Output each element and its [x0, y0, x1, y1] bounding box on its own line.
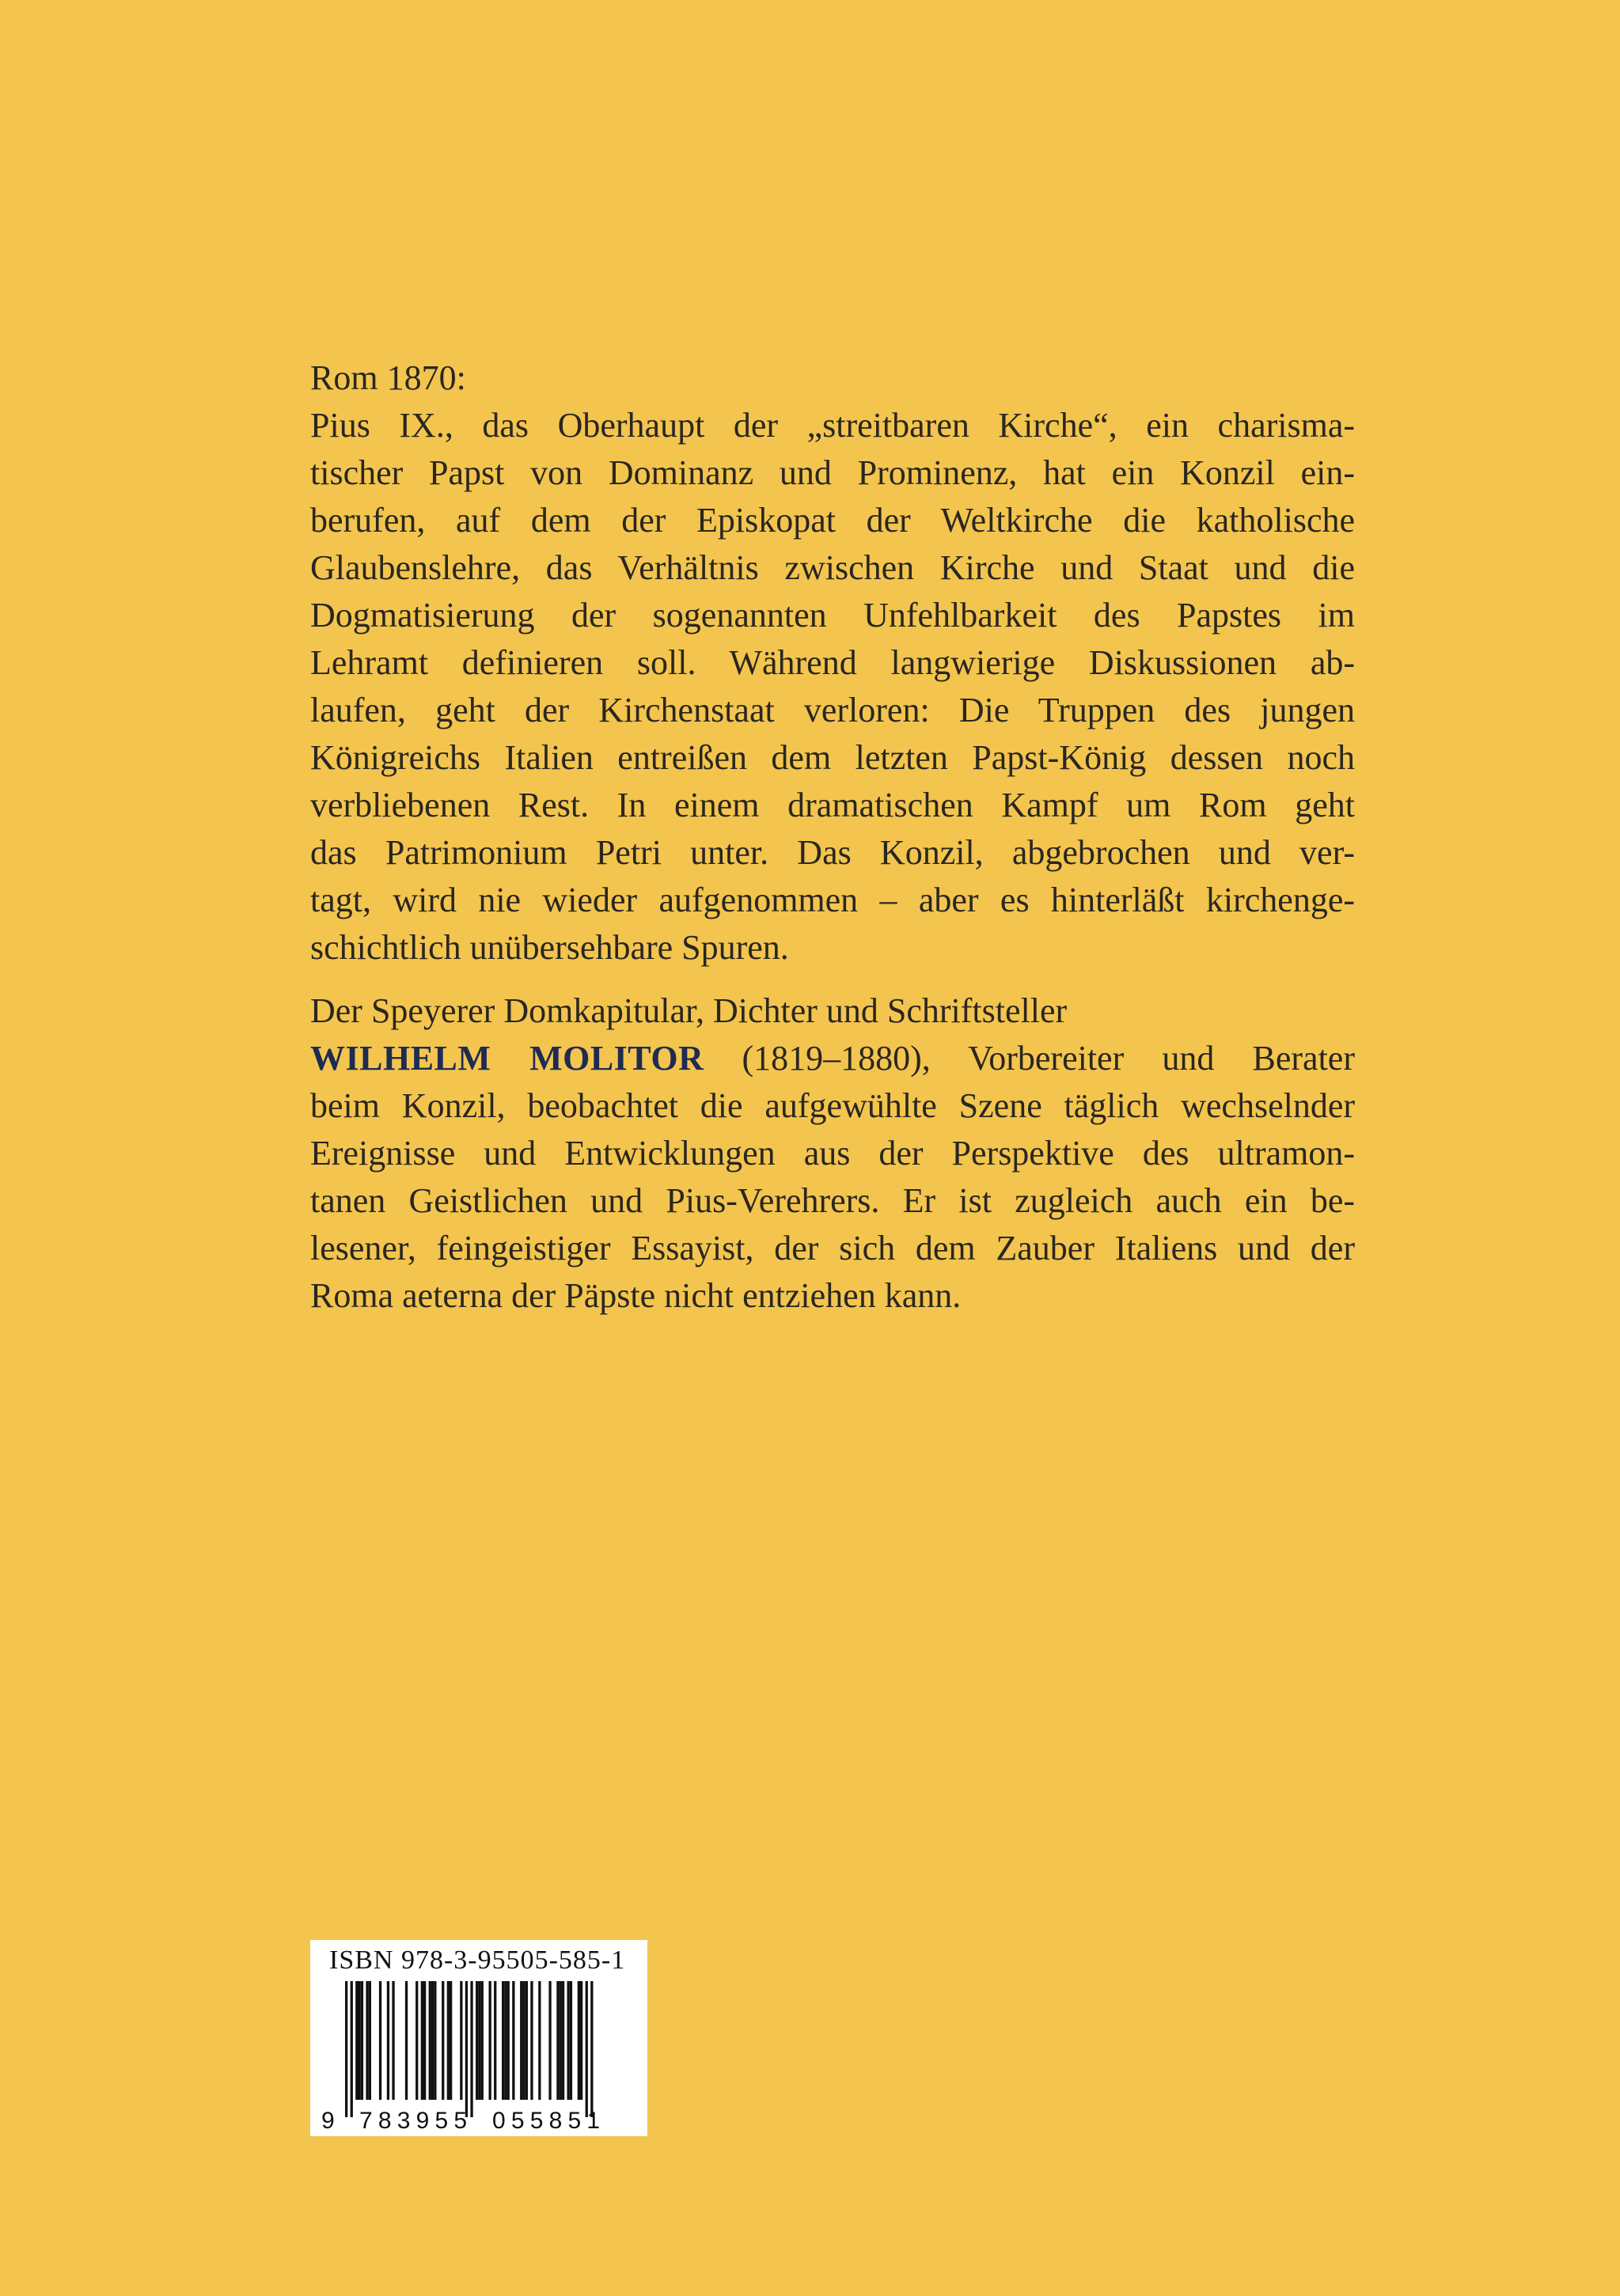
barcode-bar — [512, 1981, 514, 2100]
barcode-bar — [538, 1981, 541, 2100]
barcode-lead-digit: 9 — [321, 2108, 335, 2134]
barcode-bar — [392, 1981, 394, 2100]
blurb-line: Glaubenslehre, das Verhältnis zwischen Kirche und Staat und die — [310, 548, 1355, 587]
blurb-line: Lehramt definieren soll. Während langwierige Diskussionen ab- — [310, 643, 1355, 682]
barcode-bar — [405, 1981, 408, 2100]
blurb-line: verbliebenen Rest. In einem dramatischen Kampf um Rom geht — [310, 786, 1355, 824]
barcode-bar — [494, 1981, 496, 2100]
blurb-line: Roma aeterna der Päpste nicht entziehen kann. — [310, 1276, 962, 1315]
barcode-bar — [460, 1981, 462, 2100]
barcode-bar — [366, 1981, 368, 2100]
blurb-line: Rom 1870: — [310, 358, 466, 397]
barcode-bar — [429, 1981, 431, 2100]
author-dates-text: (1819–1880), Vorbereiter und Berater — [704, 1039, 1355, 1078]
barcode-bar — [590, 1981, 593, 2117]
barcode-bar — [423, 1981, 426, 2100]
barcode-bar — [525, 1981, 528, 2100]
barcode-bar — [442, 1981, 444, 2100]
barcode-bar — [489, 1981, 491, 2100]
barcode-bar — [476, 1981, 478, 2100]
barcode-bars — [345, 1981, 594, 2117]
blurb-line: Dogmatisierung der sogenannten Unfehlbarkeit des Papstes im — [310, 596, 1355, 635]
barcode-bar — [520, 1981, 522, 2100]
blurb-line: schichtlich unübersehbare Spuren. — [310, 928, 789, 967]
barcode-bar — [351, 1981, 353, 2117]
blurb-line: Königreichs Italien entreißen dem letzten Papst-König dessen noch — [310, 738, 1355, 777]
blurb-line: das Patrimonium Petri unter. Das Konzil, abgebrochen und ver- — [310, 833, 1355, 872]
barcode-bar — [548, 1981, 551, 2100]
blurb-line: tanen Geistlichen und Pius-Verehrers. Er ist zugleich auch ein be- — [310, 1181, 1355, 1220]
blurb-line: Ereignisse und Entwicklungen aus der Perspektive des ultramon- — [310, 1134, 1355, 1173]
barcode-bar — [560, 1981, 562, 2100]
blurb-line: Pius IX., das Oberhaupt der „streitbaren Kirche“, ein charisma- — [310, 406, 1355, 445]
barcode-bar — [447, 1981, 450, 2100]
barcode-bar — [431, 1981, 434, 2100]
barcode-bar — [387, 1981, 389, 2100]
barcode-bar — [578, 1981, 580, 2100]
barcode-graphic — [310, 1940, 647, 2136]
blurb-line-author — [310, 1035, 1355, 1082]
barcode-bar — [359, 1981, 361, 2100]
blurb-line: laufen, geht der Kirchenstaat verloren: Die Truppen des jungen — [310, 691, 1355, 729]
barcode-bar — [465, 1981, 468, 2117]
author-name: WILHELM MOLITOR — [310, 1039, 704, 1078]
blurb-line: tischer Papst von Dominanz und Prominenz, hat ein Konzil ein- — [310, 453, 1355, 492]
blurb-line: tagt, wird nie wieder aufgenommen – aber es hinterläßt kirchenge- — [310, 881, 1355, 919]
barcode-bar — [530, 1981, 533, 2100]
barcode-bar — [478, 1981, 480, 2100]
barcode-left-digits: 783955 — [359, 2108, 467, 2134]
barcode-bar — [570, 1981, 572, 2100]
barcode-bar — [567, 1981, 570, 2100]
barcode-bar — [361, 1981, 363, 2100]
barcode-bar — [434, 1981, 436, 2100]
isbn-label: ISBN 978-3-95505-585-1 — [329, 1946, 626, 1975]
barcode-bar — [562, 1981, 564, 2100]
isbn-barcode — [310, 1940, 647, 2136]
barcode-bar — [450, 1981, 452, 2100]
barcode-right-digits: 055851 — [492, 2108, 600, 2134]
barcode-bar — [522, 1981, 525, 2100]
blurb-line: lesener, feingeistiger Essayist, der sich dem Zauber Italiens und der — [310, 1229, 1355, 1267]
blurb-line: beim Konzil, beobachtet die aufgewühlte Szene täglich wechselnder — [310, 1086, 1355, 1125]
barcode-bar — [369, 1981, 371, 2100]
paragraph-gap — [310, 972, 1355, 987]
blurb-line: Der Speyerer Domkapitular, Dichter und Schriftsteller — [310, 991, 1068, 1030]
barcode-bar — [556, 1981, 559, 2100]
barcode-bar — [421, 1981, 423, 2100]
blurb-text — [310, 354, 1355, 1320]
barcode-bar — [586, 1981, 588, 2117]
barcode-bar — [580, 1981, 582, 2100]
barcode-bar — [502, 1981, 504, 2100]
barcode-bar — [470, 1981, 472, 2117]
barcode-bar — [379, 1981, 381, 2100]
barcode-bar — [415, 1981, 418, 2100]
barcode-bar — [355, 1981, 358, 2100]
barcode-bar — [481, 1981, 484, 2100]
barcode-bar — [504, 1981, 506, 2100]
blurb-line: berufen, auf dem der Episkopat der Weltkirche die katholische — [310, 501, 1355, 540]
barcode-bar — [345, 1981, 347, 2117]
barcode-bar — [507, 1981, 510, 2100]
